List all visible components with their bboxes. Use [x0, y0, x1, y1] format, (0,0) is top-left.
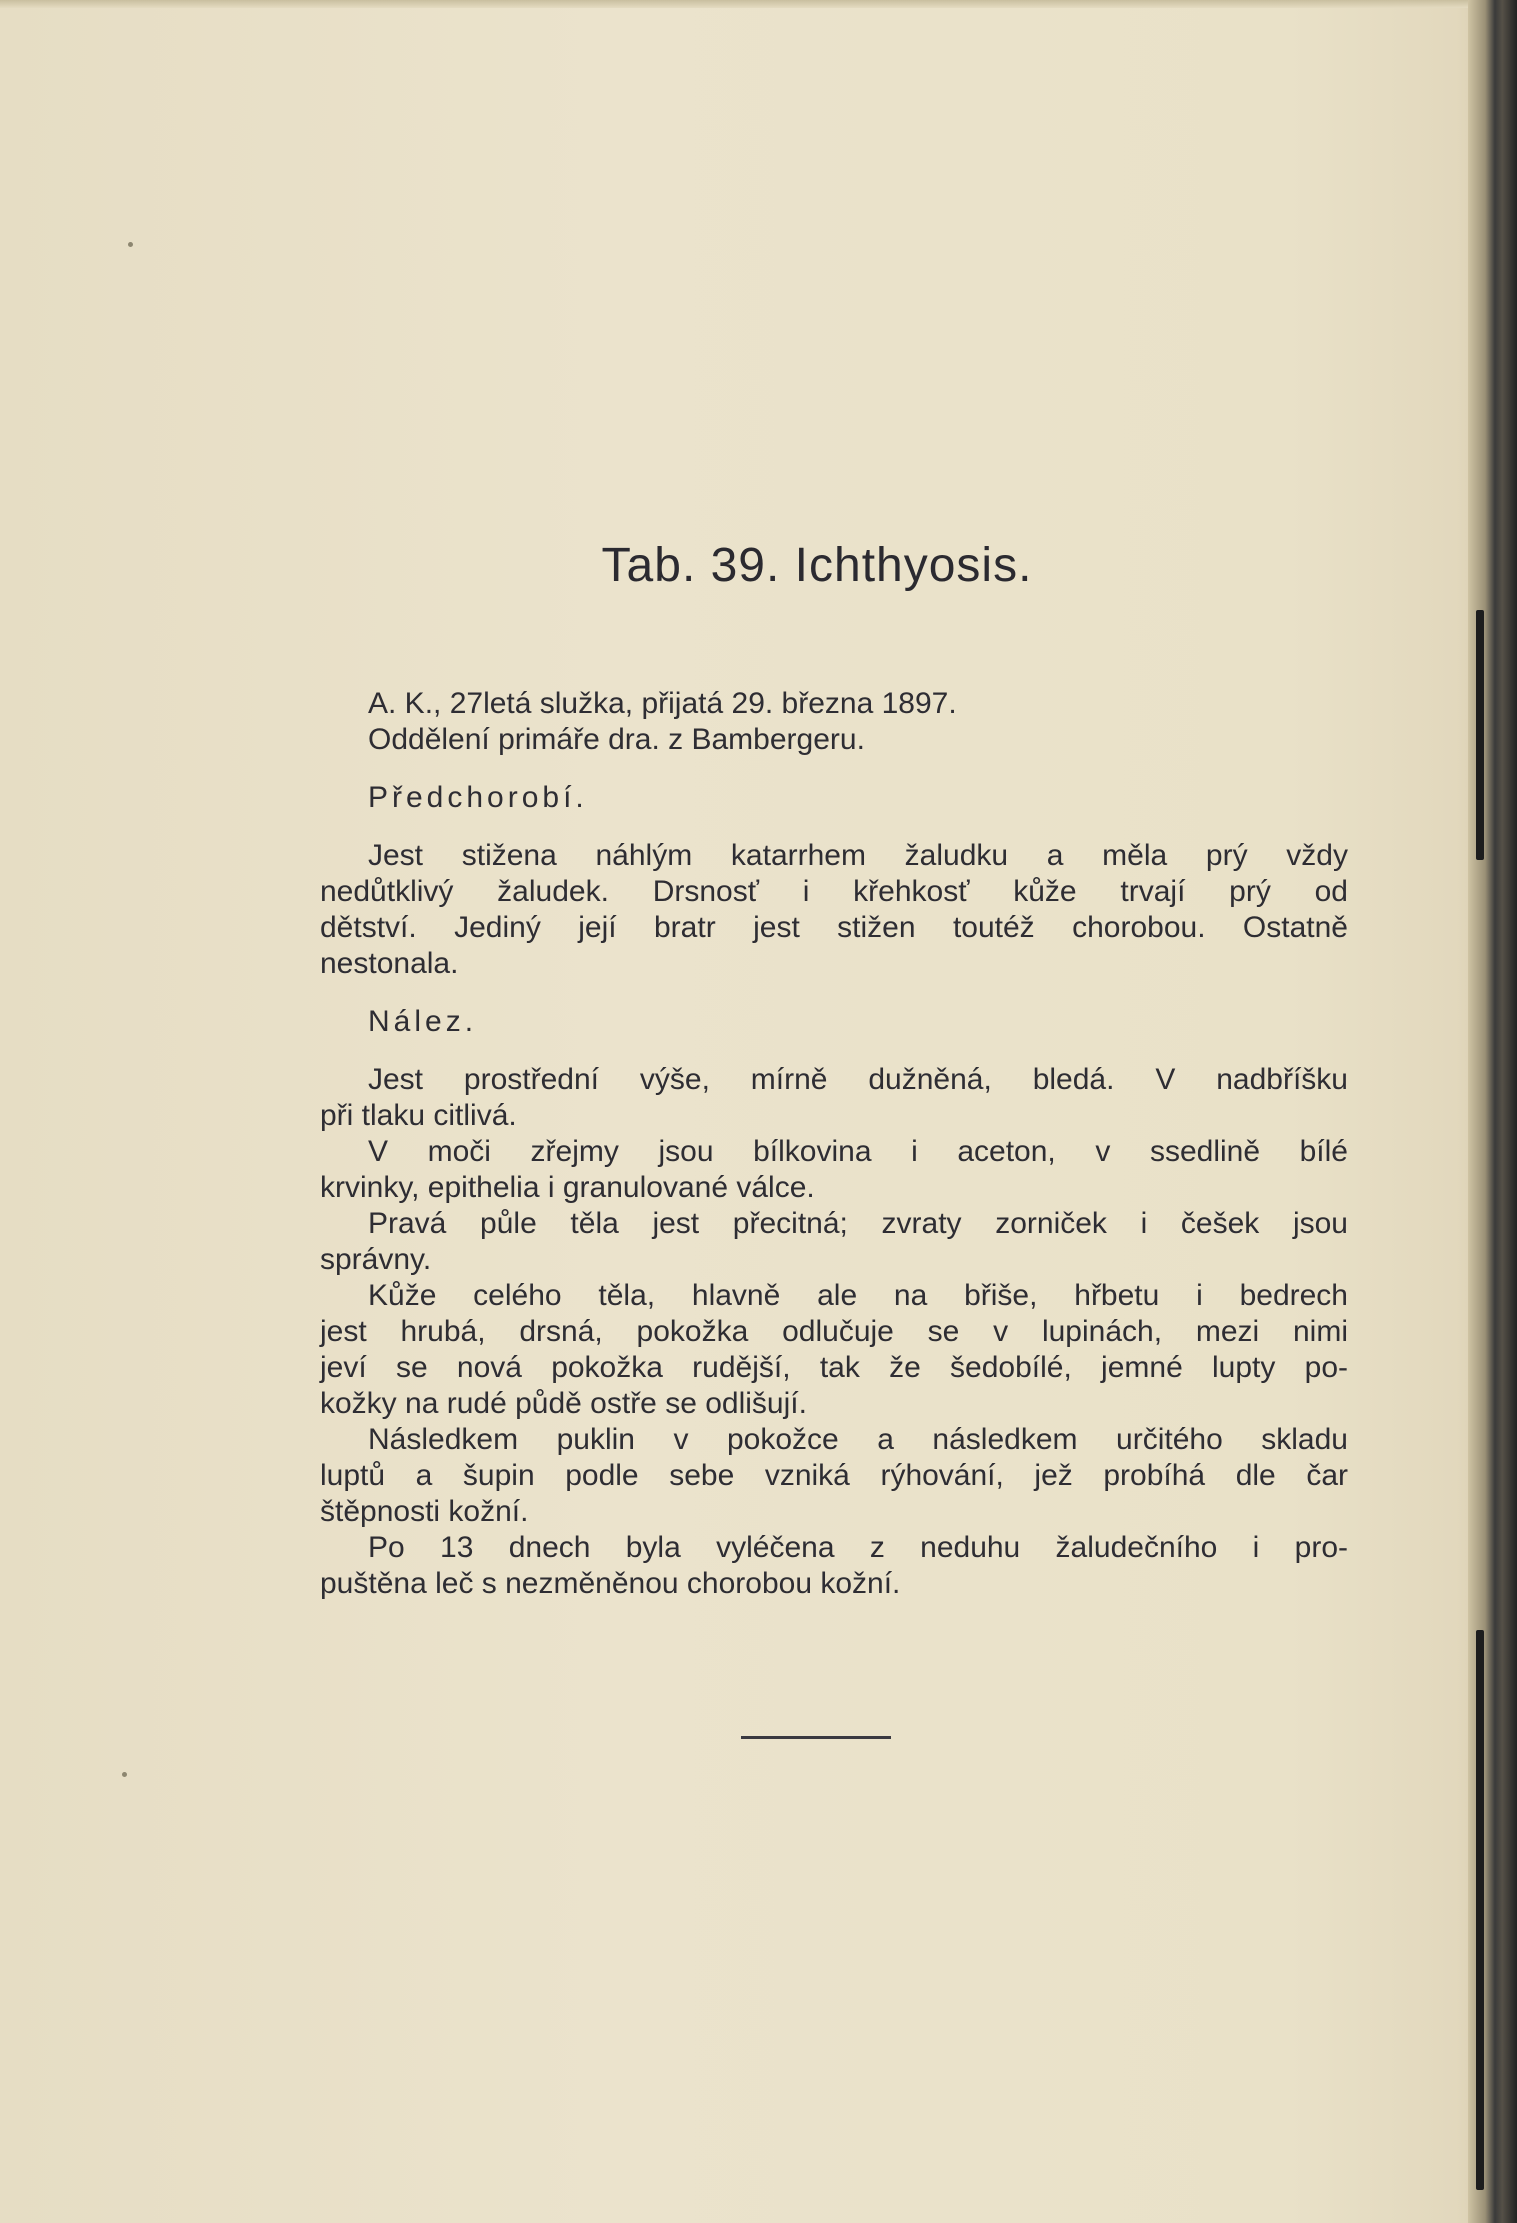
- findings-line: Po 13 dnech byla vyléčena z neduhu žaludečního i pro-: [368, 1531, 1348, 1564]
- findings-line: při tlaku citlivá.: [320, 1099, 517, 1132]
- history-line: nedůtklivý žaludek. Drsnosť i křehkosť kůže trvají prý od: [320, 875, 1348, 908]
- findings-line: Jest prostřední výše, mírně dužněná, bledá. V nadbříšku: [368, 1063, 1348, 1096]
- findings-line: správny.: [320, 1243, 432, 1276]
- department-line: Oddělení primáře dra. z Bambergeru.: [368, 723, 865, 756]
- findings-line: kožky na rudé půdě ostře se odlišují.: [320, 1387, 807, 1420]
- page-title: Tab. 39. Ichthyosis.: [601, 539, 1033, 592]
- case-report-text: [320, 686, 1348, 1602]
- findings-paragraph: [320, 1062, 1348, 1602]
- findings-line: štěpnosti kožní.: [320, 1495, 529, 1528]
- findings-line: jeví se nová pokožka rudější, tak že šedobílé, jemné lupty po-: [320, 1351, 1348, 1384]
- end-rule: [741, 1736, 891, 1739]
- patient-info-line: A. K., 27letá služka, přijatá 29. března 1897.: [368, 687, 957, 720]
- findings-line: V moči zřejmy jsou bílkovina i aceton, v ssedlině bílé: [368, 1135, 1348, 1168]
- findings-line: jest hrubá, drsná, pokožka odlučuje se v lupinách, mezi nimi: [320, 1315, 1348, 1348]
- paper-speck: [122, 1772, 127, 1777]
- findings-line: Pravá půle těla jest přecitná; zvraty zorniček i češek jsou: [368, 1207, 1348, 1240]
- section-heading-history: Předchorobí.: [368, 781, 588, 814]
- findings-line: luptů a šupin podle sebe vzniká rýhování, jež probíhá dle čar: [320, 1459, 1348, 1492]
- findings-line: Následkem puklin v pokožce a následkem určitého skladu: [368, 1423, 1348, 1456]
- history-line: dětství. Jediný její bratr jest stižen toutéž chorobou. Ostatně: [320, 911, 1348, 944]
- spine-mark-lower: [1476, 1630, 1484, 2190]
- history-line: Jest stižena náhlým katarrhem žaludku a měla prý vždy: [368, 839, 1348, 872]
- spine-mark-upper: [1476, 610, 1484, 860]
- findings-line: krvinky, epithelia i granulované válce.: [320, 1171, 815, 1204]
- page-top-edge: [0, 0, 1517, 8]
- history-line: nestonala.: [320, 947, 459, 980]
- section-heading-findings: Nález.: [368, 1005, 478, 1038]
- paper-speck: [128, 242, 133, 247]
- findings-line: puštěna leč s nezměněnou chorobou kožní.: [320, 1567, 901, 1600]
- history-paragraph: [320, 838, 1348, 982]
- findings-line: Kůže celého těla, hlavně ale na břiše, hřbetu i bedrech: [368, 1279, 1348, 1312]
